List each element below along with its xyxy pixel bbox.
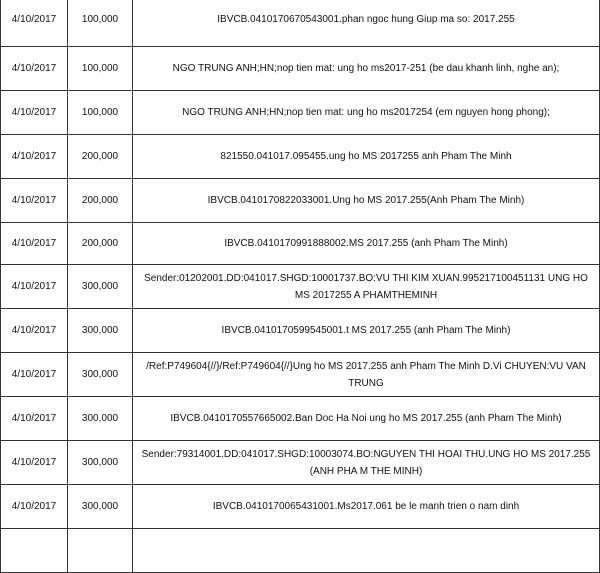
- table-row: [1, 441, 600, 485]
- row-description: 821550.041017.095455.ung ho MS 2017255 anh Pham The Minh: [133, 135, 600, 179]
- row-date: 4/10/2017: [1, 0, 68, 47]
- table-row: [1, 529, 600, 573]
- row-date: [1, 529, 68, 573]
- table-row: [1, 223, 600, 265]
- table-row: [1, 179, 600, 223]
- row-amount: 100,000: [68, 0, 133, 47]
- table-row: [1, 485, 600, 529]
- row-date: 4/10/2017: [1, 353, 68, 397]
- row-amount: 200,000: [68, 135, 133, 179]
- row-description: NGO TRUNG ANH;HN;nop tien mat: ung ho ms2017254 (em nguyen hong phong);: [133, 91, 600, 135]
- table-row: [1, 91, 600, 135]
- row-description: [133, 529, 600, 573]
- table-row: [1, 309, 600, 353]
- row-description: IBVCB.0410170557665002.Ban Doc Ha Noi ung ho MS 2017.255 (anh Pham The Minh): [133, 397, 600, 441]
- row-description: /Ref:P749604{//}/Ref:P749604{//}Ung ho MS 2017.255 anh Pham The Minh D.Vi CHUYEN:VU VAN TRUNG: [133, 353, 600, 397]
- row-date: 4/10/2017: [1, 309, 68, 353]
- row-description: IBVCB.0410170599545001.t MS 2017.255 (anh Pham The Minh): [133, 309, 600, 353]
- row-date: 4/10/2017: [1, 223, 68, 265]
- row-description: IBVCB.0410170991888002.MS 2017.255 (anh Pham The Minh): [133, 223, 600, 265]
- row-amount: 100,000: [68, 47, 133, 91]
- row-amount: 300,000: [68, 441, 133, 485]
- row-date: 4/10/2017: [1, 485, 68, 529]
- row-amount: 300,000: [68, 265, 133, 309]
- row-description: NGO TRUNG ANH;HN;nop tien mat: ung ho ms2017-251 (be dau khanh linh, nghe an);: [133, 47, 600, 91]
- row-amount: [68, 529, 133, 573]
- row-amount: 100,000: [68, 91, 133, 135]
- row-amount: 300,000: [68, 309, 133, 353]
- row-date: 4/10/2017: [1, 91, 68, 135]
- row-description: IBVCB.0410170822033001.Ung ho MS 2017.255(Anh Pham The Minh): [133, 179, 600, 223]
- row-description: Sender:79314001.DD:041017.SHGD:10003074.BO:NGUYEN THI HOAI THU.UNG HO MS 2017.255 (ANH PHA M THE MINH): [133, 441, 600, 485]
- row-description: Sender:01202001.DD:041017.SHGD:10001737.BO:VU THI KIM XUAN.995217100451131 UNG HO MS 2017255 A PHAMTHEMINH: [133, 265, 600, 309]
- row-date: 4/10/2017: [1, 397, 68, 441]
- row-amount: 300,000: [68, 397, 133, 441]
- row-date: 4/10/2017: [1, 47, 68, 91]
- row-amount: 200,000: [68, 179, 133, 223]
- row-amount: 300,000: [68, 353, 133, 397]
- table-row: [1, 135, 600, 179]
- row-date: 4/10/2017: [1, 135, 68, 179]
- donation-table-body: [1, 0, 600, 573]
- row-description: IBVCB.0410170670543001.phan ngoc hung Giup ma so: 2017.255: [133, 0, 600, 47]
- table-row: [1, 47, 600, 91]
- table-row: [1, 353, 600, 397]
- row-date: 4/10/2017: [1, 441, 68, 485]
- row-description: IBVCB.0410170065431001.Ms2017.061 be le manh trien o nam dinh: [133, 485, 600, 529]
- row-date: 4/10/2017: [1, 179, 68, 223]
- table-row: [1, 265, 600, 309]
- row-amount: 300,000: [68, 485, 133, 529]
- row-date: 4/10/2017: [1, 265, 68, 309]
- row-amount: 200,000: [68, 223, 133, 265]
- table-row: [1, 397, 600, 441]
- table-row: [1, 0, 600, 47]
